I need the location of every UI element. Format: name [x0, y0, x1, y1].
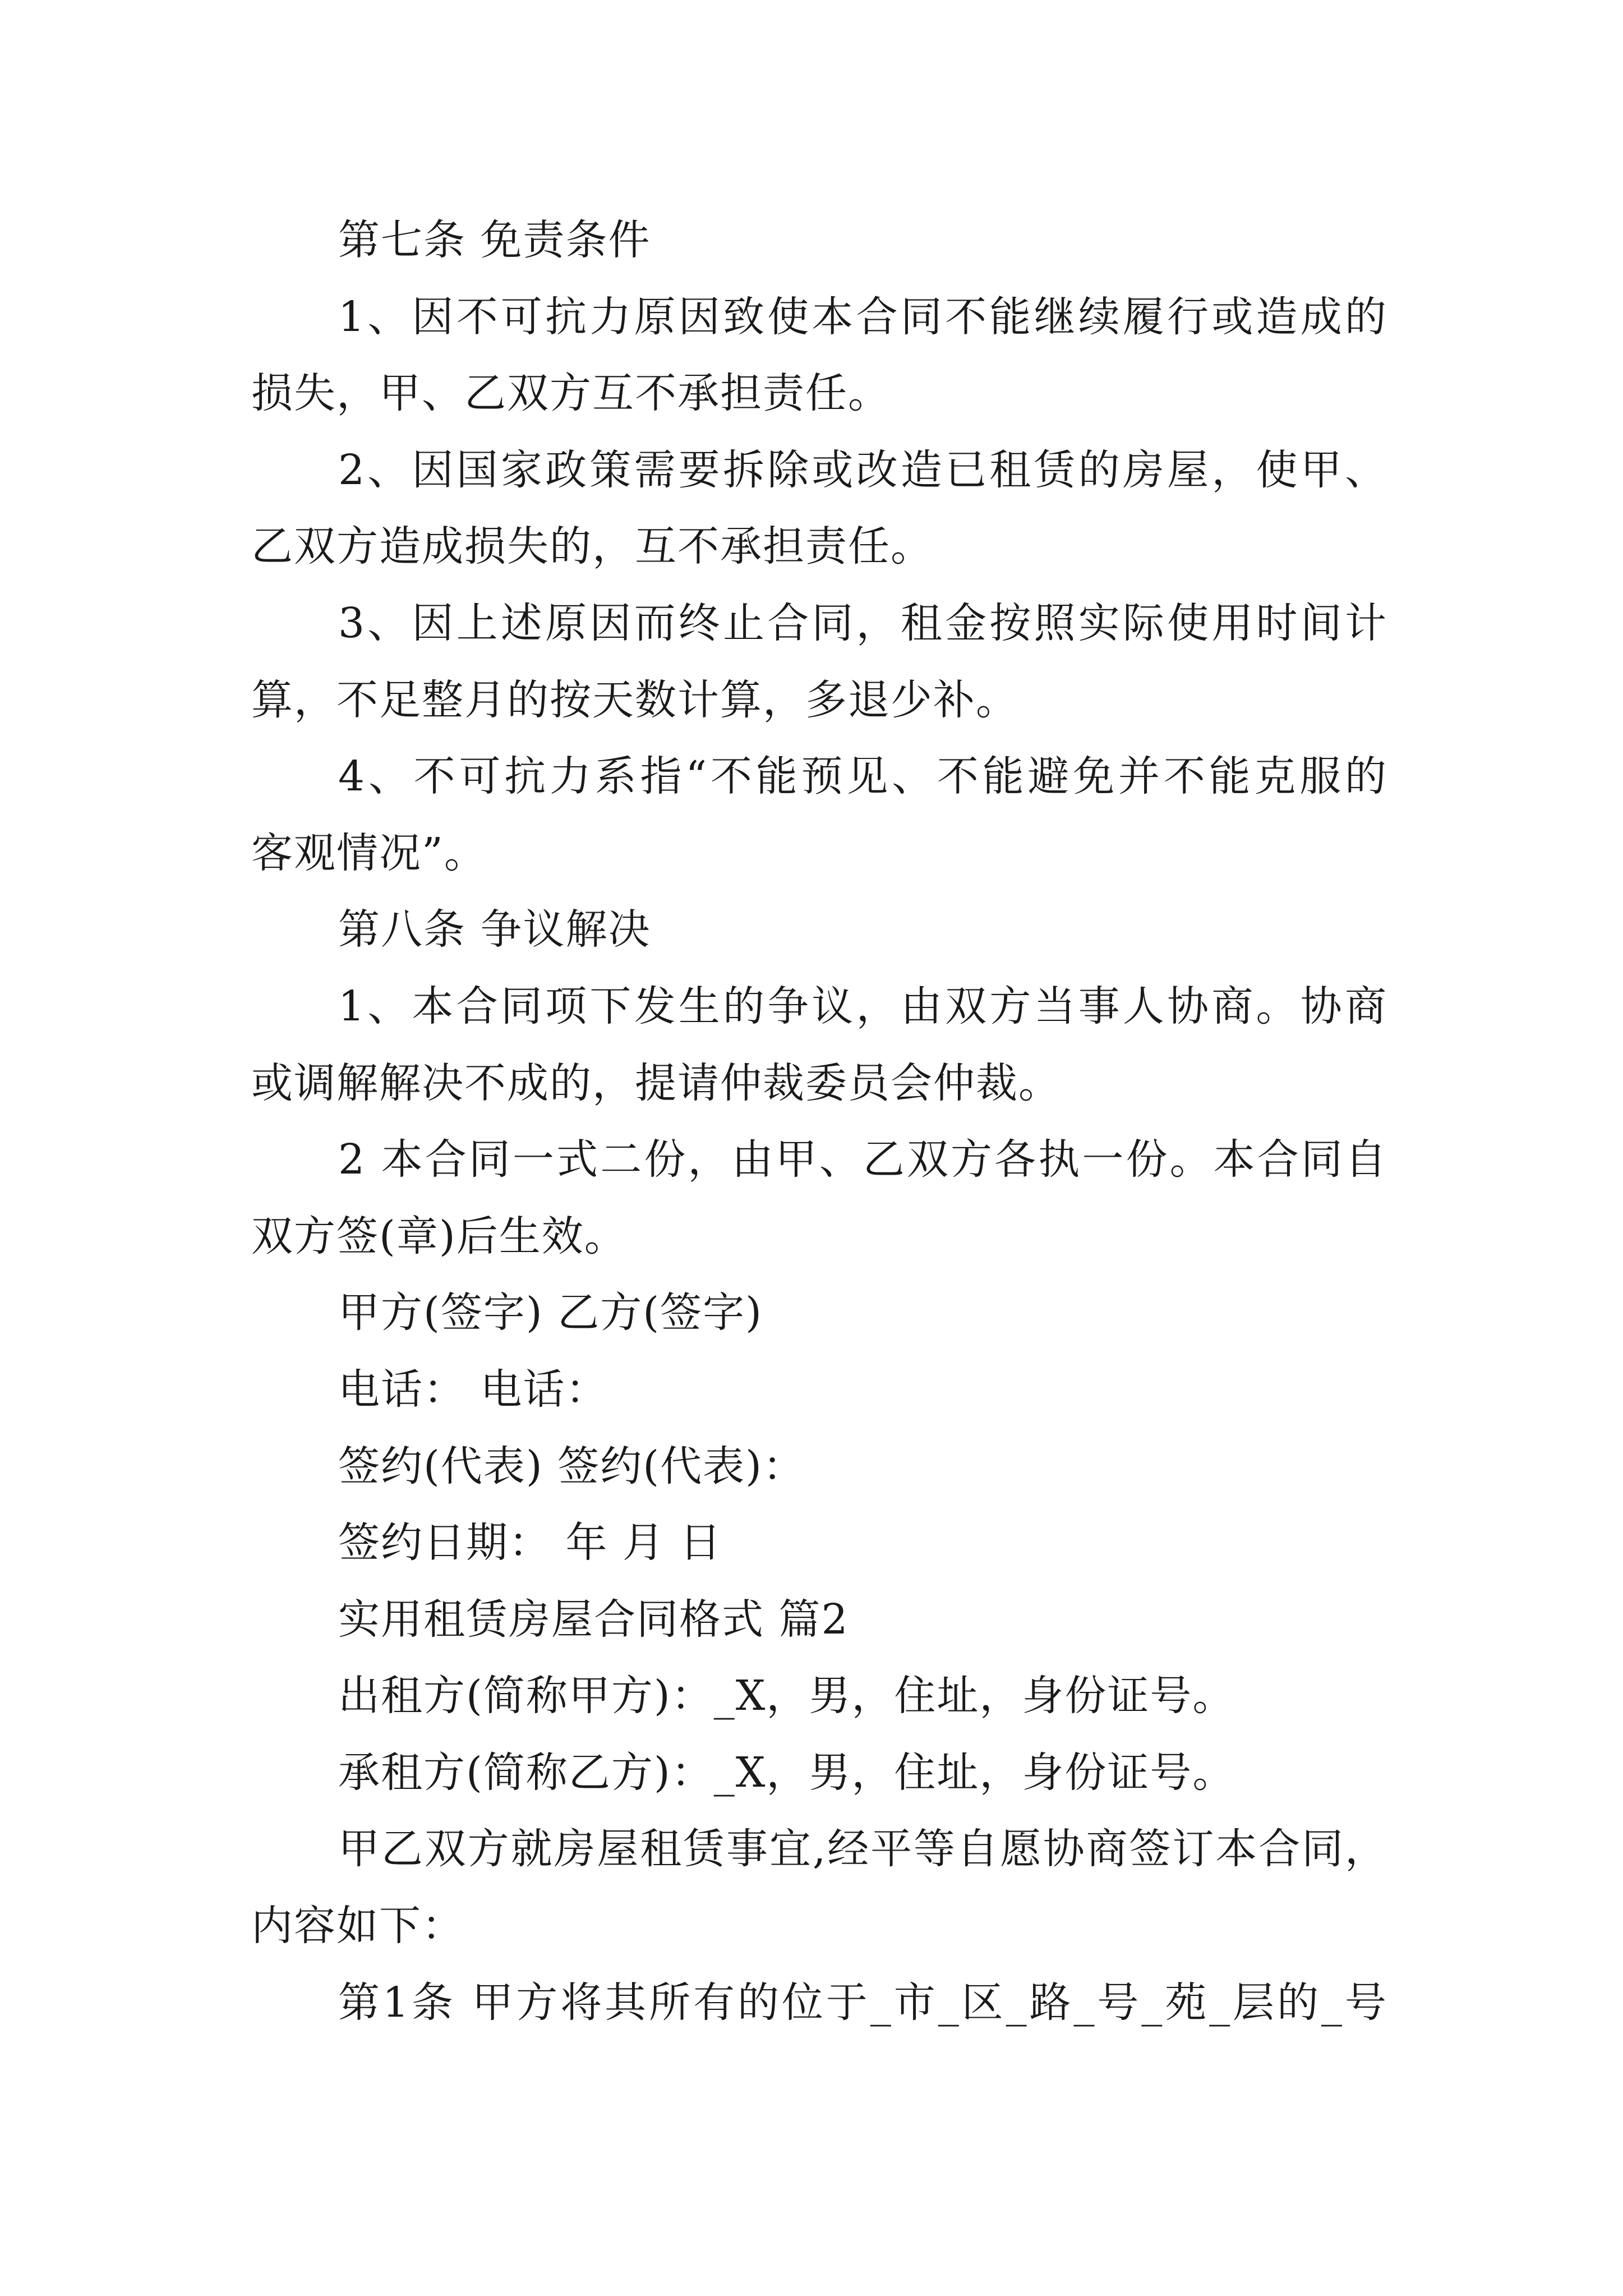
paragraph-line: 1、因不可抗力原因致使本合同不能继续履行或造成的 — [338, 292, 1387, 341]
paragraph-line: 客观情况”。 — [251, 829, 487, 877]
heading-article-8: 第八条 争议解决 — [338, 905, 651, 954]
paragraph-line: 算，不足整月的按天数计算，多退少补。 — [251, 675, 1018, 724]
signature-parties-line: 甲方(签字) 乙方(签字) — [338, 1289, 763, 1337]
paragraph-line: 2、因国家政策需要拆除或改造已租赁的房屋，使甲、 — [338, 445, 1387, 494]
paragraph-line: 内容如下： — [251, 1902, 464, 1950]
paragraph-line: 双方签(章)后生效。 — [251, 1212, 627, 1260]
section-title: 实用租赁房屋合同格式 篇2 — [338, 1595, 849, 1644]
lessor-line: 出租方(简称甲方)：_X，男，住址，身份证号。 — [338, 1672, 1235, 1720]
paragraph-line: 第1条 甲方将其所有的位于_市_区_路_号_苑_层的_号 — [338, 1978, 1387, 2027]
signing-date-line: 签约日期： 年 月 日 — [338, 1519, 722, 1567]
heading-article-7: 第七条 免责条件 — [338, 216, 651, 264]
paragraph-line: 1、本合同项下发生的争议，由双方当事人协商。协商 — [338, 982, 1387, 1030]
phone-line: 电话： 电话： — [338, 1365, 608, 1414]
paragraph-line: 甲乙双方就房屋租赁事宜,经平等自愿协商签订本合同， — [338, 1825, 1387, 1874]
paragraph-line: 乙双方造成损失的，互不承担责任。 — [251, 522, 933, 571]
paragraph-line: 或调解解决不成的，提请仲裁委员会仲裁。 — [251, 1059, 1061, 1107]
document-page — [251, 202, 1387, 2041]
paragraph-line: 3、因上述原因而终止合同，租金按照实际使用时间计 — [338, 599, 1387, 647]
paragraph-line: 损失，甲、乙双方互不承担责任。 — [251, 369, 891, 418]
paragraph-line: 4、不可抗力系指“不能预见、不能避免并不能克服的 — [338, 752, 1387, 801]
lessee-line: 承租方(简称乙方)：_X，男，住址，身份证号。 — [338, 1748, 1235, 1797]
paragraph-line: 2 本合同一式二份，由甲、乙双方各执一份。本合同自 — [338, 1135, 1387, 1184]
representative-line: 签约(代表) 签约(代表)： — [338, 1442, 806, 1490]
